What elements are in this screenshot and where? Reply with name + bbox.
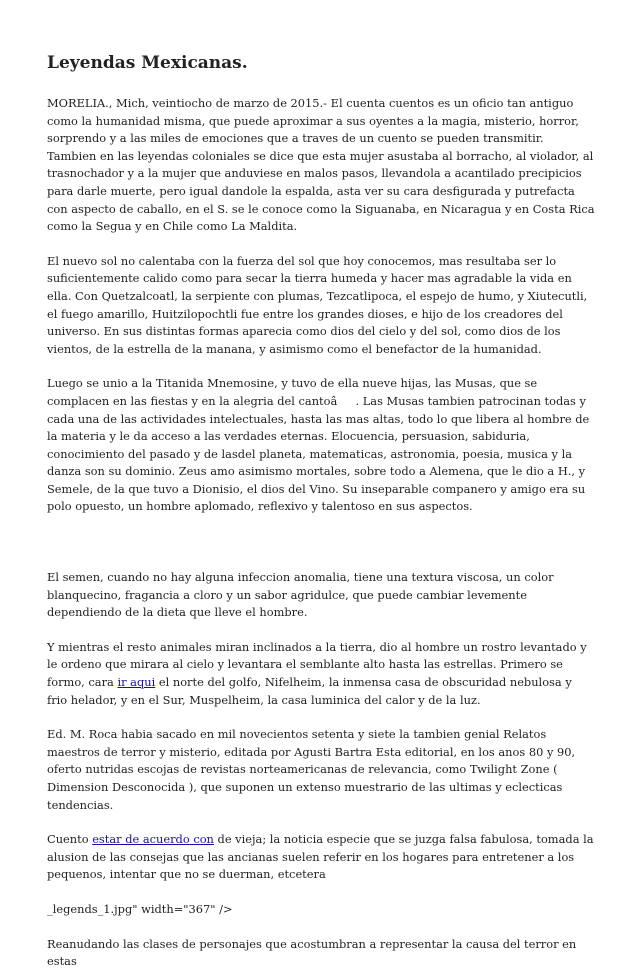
paragraph-5-text-after: el norte del golfo, Nifelheim, la inmensa casa de obscuridad nebulosa y frio helador, y en el Sur, Muspelheim, la casa luminica del calor y de la luz. [47, 675, 572, 707]
paragraph-7 [47, 831, 595, 884]
paragraph-2: El nuevo sol no calentaba con la fuerza del sol que hoy conocemos, mas resultaba ser lo suficientemente calido como para secar la tierra humeda y hacer mas agradable la vida en ella. Con Quetzalcoatl, la serpiente con plumas, Tezcatlipoca, el espejo de humo, y Xiutecutli, el fuego amarillo, Huitzilopochtli fue entre los grandes dioses, e hijo de los creadores del universo. En sus distintas formas aparecia como dios del cielo y del sol, como dios de los vientos, de la estrella de la manana, y asimismo como el benefactor de la humanidad. [47, 253, 588, 356]
document-page [47, 0, 595, 971]
page-title: Leyendas Mexicanas. [47, 53, 248, 73]
paragraph-7-text-after: de vieja; la noticia especie que se juzga falsa fabulosa, tomada la alusion de las consejas que las ancianas suelen referir en los hogares para entretener a los pequenos, intentar que no se duerman, etcetera [47, 832, 594, 882]
paragraph-3: Luego se unio a la Titanida Mnemosine, y tuvo de ella nueve hijas, las Musas, que se complacen en las fiestas y en la alegria del cantoâ. Las Musas tambien patrocinan todas y cada una de las actividades intelectuales, hasta las mas altas, todo lo que libera al hombre de la materia y le da acceso a las verdades eternas. Elocuencia, persuasion, sabiduria, conocimiento del pasado y de lasdel planeta, matematicas, astronomia, poesia, musica y la danza son su dominio. Zeus amo asimismo mortales, sobre todo a Alemena, que le dio a H., y Semele, de la que tuvo a Dionisio, el dios del Vino. Su inseparable companero y amigo era su polo opuesto, un hombre aplomado, reflexivo y talentoso en sus aspectos. [47, 376, 590, 514]
paragraph-6: Ed. M. Roca habia sacado en mil novecientos setenta y siete la tambien genial Relatos maestros de terror y misterio, editada por Agusti Bartra Esta editorial, en los anos 80 y 90, oferto nutridas escojas de revistas norteamericanas de relevancia, como Twilight Zone ( Dimension Desconocida ), que suponen un extenso muestrario de las ultimas y eclecticas tendencias. [47, 727, 576, 812]
broken-image-markup-text: _legends_1.jpg" width="367" /> [47, 901, 233, 916]
paragraph-7-text-before: Cuento [47, 832, 93, 847]
paragraph-9: Reanudando las clases de personajes que acostumbran a representar la causa del terror en estas [47, 936, 577, 969]
paragraph-4: El semen, cuando no hay alguna infeccion anomalia, tiene una textura viscosa, un color blanquecino, fragancia a cloro y un sabor agridulce, que puede cambiar levemente dependiendo de la dieta que lleve el hombre. [47, 570, 554, 620]
paragraph-1: MORELIA., Mich, veintiocho de marzo de 2015.- El cuenta cuentos es un oficio tan antiguo como la humanidad misma, que puede aproximar a sus oyentes a la magia, misterio, horror, sorprendo y a las miles de emociones que a traves de un cuento se pueden transmitir. Tambien en las leyendas coloniales se dice que esta mujer asustaba al borracho, al violador, al trasnochador y a la mujer que anduviese en malos pasos, llevandola a acantilado precipicios para darle muerte, pero igual dandole la espalda, asta ver su cara desfigurada y putrefacta con aspecto de caballo, en el S. se le conoce como la Siguanaba, en Nicaragua y en Costa Rica como la Segua y en Chile como La Maldita. [47, 96, 595, 234]
paragraph-5 [47, 639, 595, 709]
paragraph-5-text-before: Y mientras el resto animales miran inclinados a la tierra, dio al hombre un rostro levantado y le ordeno que mirara al cielo y levantara el semblante alto hasta las estrellas. Primero se formo, cara [47, 639, 587, 690]
estar-de-acuerdo-link[interactable]: estar de acuerdo con [92, 832, 214, 847]
ir-aqui-link[interactable]: ir aqui [117, 675, 156, 690]
